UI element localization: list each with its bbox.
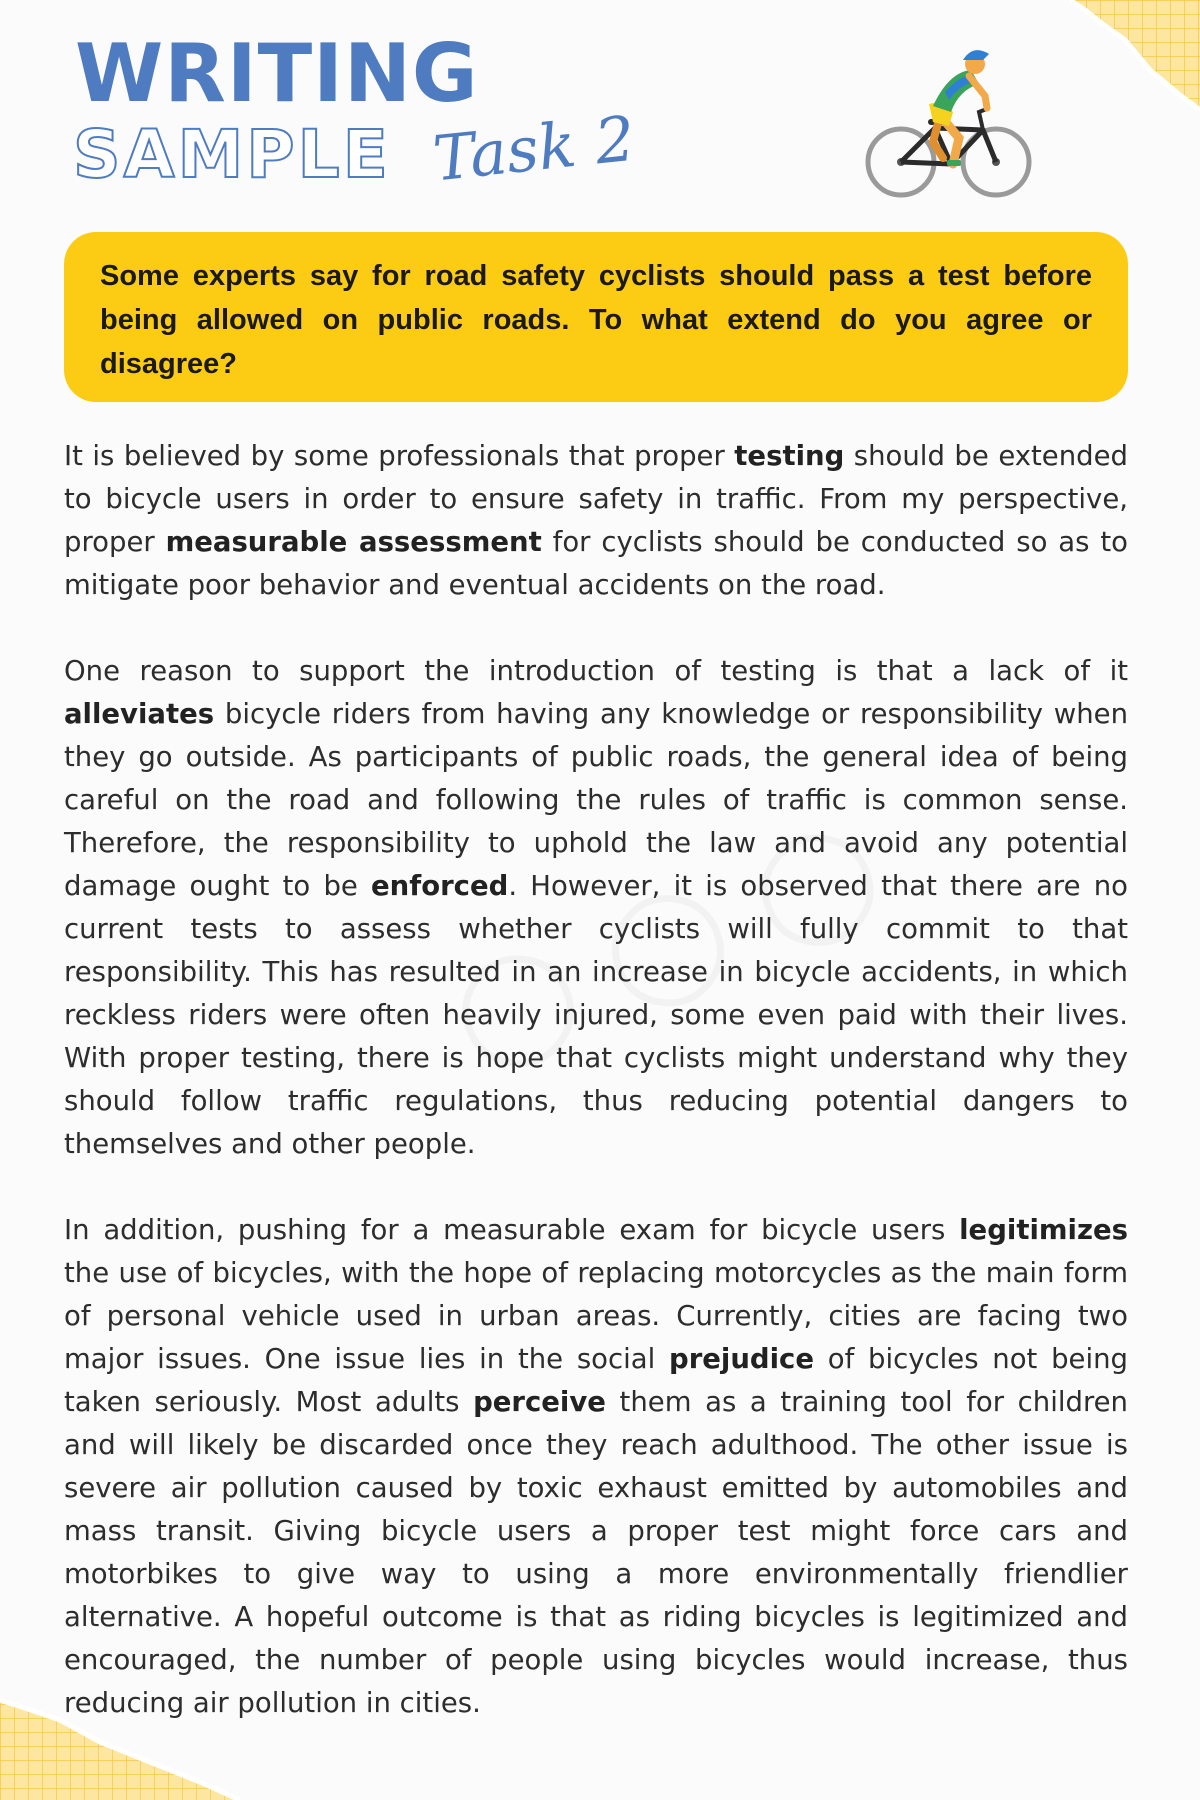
title-sample: SAMPLE <box>73 116 391 193</box>
title-task-script: Task 2 <box>429 101 639 196</box>
prompt-box <box>64 232 1128 402</box>
text-run: bicycle riders from having any knowledge or responsibility when they go outside. As participants of public roads, the general idea of being careful on the road and following the rules of traffic is common sense. Therefore, the responsibility to uphold the law and avoid any potential damage ought to be <box>64 698 1128 902</box>
key-term: perceive <box>473 1386 606 1418</box>
essay-paragraph-2 <box>64 650 1128 1166</box>
key-term: alleviates <box>64 698 215 730</box>
cyclist-icon <box>863 42 1033 202</box>
text-run: them as a training tool for children and will likely be discarded once they reach adulthood. The other issue is severe air pollution caused by toxic exhaust emitted by automobiles and mass transit. Giving bicycle users a proper test might force cars and motorbikes to give way to using a more environmentally friendlier alternative. A hopeful outcome is that as riding bicycles is legitimized and encouraged, the number of people using bicycles would increase, thus reducing air pollution in cities. <box>64 1386 1128 1719</box>
text-run: the use of bicycles, with the hope of replacing motorcycles as the main form of personal vehicle used in urban areas. Currently, cities are facing two major issues. One issue lies in the social <box>64 1257 1128 1375</box>
key-term: enforced <box>371 870 509 902</box>
text-run: One reason to support the introduction of testing is that a lack of it <box>64 655 1128 687</box>
page-header <box>73 27 1133 200</box>
prompt-text: Some experts say for road safety cyclists should pass a test before being allowed on public roads. To what extend do you agree or disagree? <box>100 260 1092 380</box>
key-term: measurable assessment <box>165 526 542 558</box>
text-run: . However, it is observed that there are no current tests to assess whether cyclists will fully commit to that responsibility. This has resulted in an increase in bicycle accidents, in which reckless riders were often heavily injured, some even paid with their lives. With proper testing, there is hope that cyclists might understand why they should follow traffic regulations, thus reducing potential dangers to themselves and other people. <box>64 870 1128 1160</box>
essay-body <box>64 435 1128 1768</box>
text-run: should be extended to bicycle users in order to ensure safety in traffic. From my perspective, proper <box>64 440 1128 558</box>
text-run: It is believed by some professionals that proper <box>64 440 735 472</box>
key-term: prejudice <box>669 1343 814 1375</box>
key-term: legitimizes <box>959 1214 1128 1246</box>
text-run: In addition, pushing for a measurable exam for bicycle users <box>64 1214 960 1246</box>
text-run: of bicycles not being taken seriously. Most adults <box>64 1343 1129 1418</box>
title-writing: WRITING <box>75 27 479 120</box>
key-term: testing <box>734 440 845 472</box>
essay-paragraph-1 <box>64 435 1128 607</box>
text-run: for cyclists should be conducted so as to mitigate poor behavior and eventual accidents on the road. <box>64 526 1129 601</box>
essay-paragraph-3 <box>64 1209 1128 1725</box>
